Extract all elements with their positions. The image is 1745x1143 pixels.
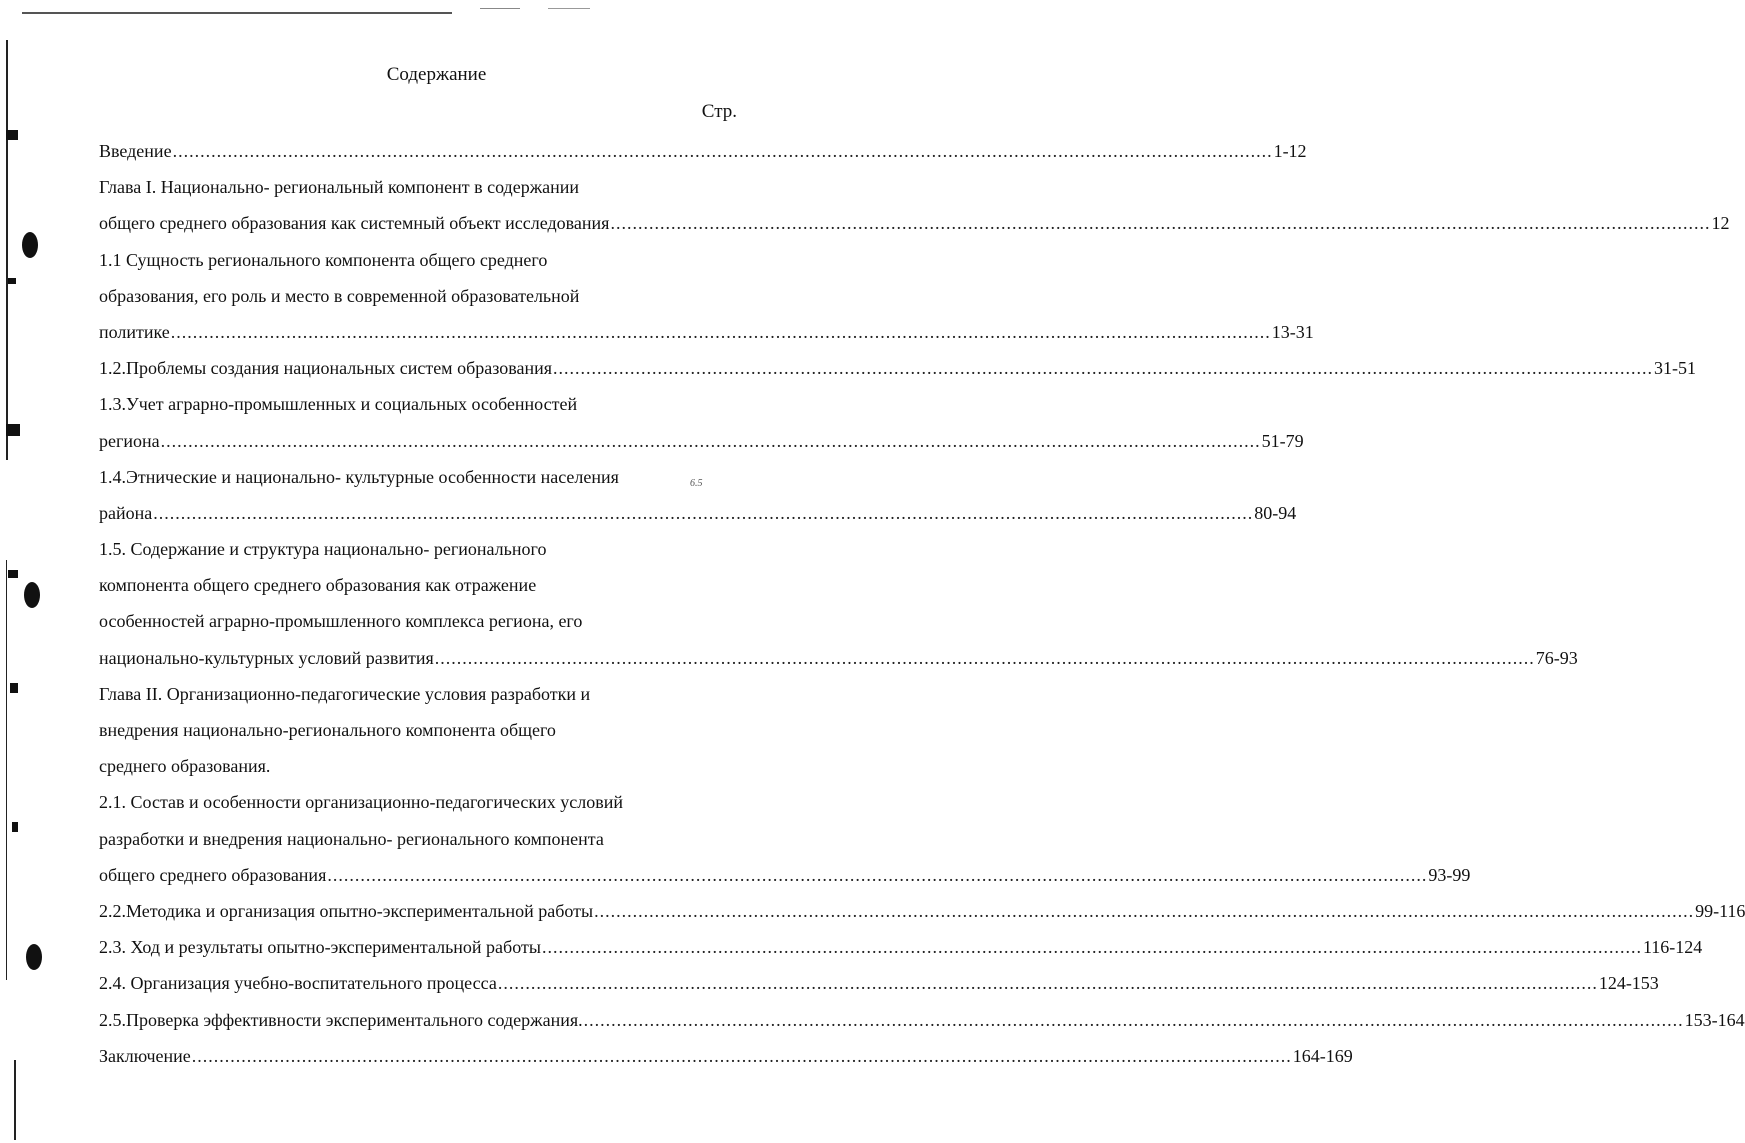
toc-entry-text: особенностей аграрно-промышленного комплекса региона, его bbox=[99, 611, 583, 632]
toc-entry-text: национально-культурных условий развития bbox=[99, 647, 434, 668]
toc-entry bbox=[99, 893, 1745, 929]
toc-leader-dots: ........................................................................................................................................................................................................ bbox=[497, 973, 1598, 994]
toc-entry-page: 80-94 bbox=[1254, 502, 1297, 523]
toc-entry-text: региона bbox=[99, 430, 160, 451]
binder-margin-line bbox=[6, 560, 7, 980]
toc-leader-dots: ........................................................................................................................................................................................................ bbox=[583, 1009, 1684, 1030]
toc-entry-page: 31-51 bbox=[1654, 358, 1697, 379]
toc-entry bbox=[99, 350, 1697, 386]
scan-edge-line bbox=[22, 12, 452, 14]
toc-entry bbox=[99, 712, 735, 748]
toc-entry bbox=[99, 278, 735, 314]
toc-entry bbox=[99, 748, 735, 784]
toc-leader-dots: ........................................................................................................................................................................................................ bbox=[434, 647, 1535, 668]
binder-mark bbox=[6, 130, 18, 140]
page-column-label: Стр. bbox=[701, 101, 737, 122]
toc-entry-page: 153-164 bbox=[1684, 1009, 1745, 1030]
binder-mark bbox=[10, 683, 18, 693]
scan-edge-line bbox=[548, 8, 590, 9]
toc-entry bbox=[99, 1038, 1353, 1074]
binder-mark bbox=[12, 822, 18, 832]
binder-margin-line bbox=[6, 40, 8, 460]
toc-entry bbox=[99, 459, 735, 495]
toc-entry-text: общего среднего образования bbox=[99, 864, 327, 885]
toc-leader-dots: ........................................................................................................................................................................................................ bbox=[170, 321, 1271, 342]
toc-entry bbox=[99, 169, 735, 205]
toc-entry-page: 13-31 bbox=[1271, 321, 1314, 342]
toc-leader-dots: ........................................................................................................................................................................................................ bbox=[153, 502, 1254, 523]
toc-entry bbox=[99, 567, 735, 603]
toc-entry-page: 76-93 bbox=[1535, 647, 1578, 668]
toc-entry-text: общего среднего образования как системный объект исследования bbox=[99, 213, 610, 234]
toc-entry bbox=[99, 784, 735, 820]
toc-entry-text: 2.4. Организация учебно-воспитательного процесса bbox=[99, 973, 497, 994]
toc-leader-dots: ........................................................................................................................................................................................................ bbox=[541, 937, 1642, 958]
binder-hole bbox=[24, 582, 40, 608]
toc-entry-text: компонента общего среднего образования как отражение bbox=[99, 575, 537, 596]
toc-leader-dots: ........................................................................................................................................................................................................ bbox=[172, 141, 1273, 161]
binder-mark bbox=[6, 424, 20, 436]
toc-entry-page: 164-169 bbox=[1292, 1045, 1353, 1066]
toc-entry-text: Заключение bbox=[99, 1045, 191, 1066]
toc-entry-text: Глава II. Организационно-педагогические условия разработки и bbox=[99, 683, 591, 704]
toc-entry-page: 93-99 bbox=[1428, 864, 1471, 885]
toc-entry-text: 2.1. Состав и особенности организационно-педагогических условий bbox=[99, 792, 624, 813]
table-of-contents bbox=[99, 133, 1745, 1074]
toc-entry bbox=[99, 314, 1314, 350]
toc-entry-text: образования, его роль и место в современной образовательной bbox=[99, 285, 580, 306]
toc-entry-text: 1.3.Учет аграрно-промышленных и социальных особенностей bbox=[99, 394, 578, 415]
toc-entry-text: 2.5.Проверка эффективности экспериментального содержания. bbox=[99, 1009, 583, 1030]
toc-entry-text: района bbox=[99, 502, 153, 523]
scan-edge-line bbox=[480, 8, 520, 9]
toc-entry bbox=[99, 929, 1703, 965]
toc-leader-dots: ........................................................................................................................................................................................................ bbox=[594, 900, 1695, 921]
toc-entry bbox=[99, 676, 735, 712]
toc-entry-text: 2.3. Ход и результаты опытно-экспериментальной работы bbox=[99, 937, 541, 958]
toc-entry bbox=[99, 386, 735, 422]
toc-entry-page: 12 bbox=[1711, 213, 1730, 234]
toc-entry-page: 116-124 bbox=[1642, 937, 1703, 958]
toc-entry-text: Глава I. Национально- региональный компонент в содержании bbox=[99, 177, 580, 198]
toc-entry bbox=[99, 821, 735, 857]
toc-entry-text: внедрения национально-регионального компонента общего bbox=[99, 720, 556, 740]
toc-entry-text: Введение bbox=[99, 141, 172, 161]
toc-entry-text: разработки и внедрения национально- регионального компонента bbox=[99, 828, 604, 849]
toc-entry bbox=[99, 242, 735, 278]
toc-entry-page: 1-12 bbox=[1273, 141, 1307, 161]
toc-entry-text: 1.5. Содержание и структура национально- регионального bbox=[99, 539, 547, 560]
toc-entry bbox=[99, 531, 735, 567]
binder-mark bbox=[8, 278, 16, 284]
toc-entry bbox=[99, 603, 735, 639]
toc-entry bbox=[99, 640, 1578, 676]
toc-entry-text: 1.2.Проблемы создания национальных систем образования bbox=[99, 358, 553, 379]
toc-entry bbox=[99, 205, 1730, 241]
toc-entry-text: 2.2.Методика и организация опытно-экспериментальной работы bbox=[99, 900, 594, 921]
toc-entry-page: 124-153 bbox=[1598, 973, 1659, 994]
binder-mark bbox=[8, 570, 18, 578]
toc-entry bbox=[99, 1002, 1745, 1038]
toc-entry-text: политике bbox=[99, 321, 170, 342]
toc-entry bbox=[99, 495, 1297, 531]
binder-hole bbox=[22, 232, 38, 258]
toc-entry-page: 51-79 bbox=[1261, 430, 1304, 451]
toc-entry-page: 99-116 bbox=[1695, 900, 1745, 921]
margin-note: 6.5 bbox=[690, 478, 703, 489]
toc-leader-dots: ........................................................................................................................................................................................................ bbox=[327, 864, 1428, 885]
toc-leader-dots: ........................................................................................................................................................................................................ bbox=[553, 358, 1654, 379]
toc-entry bbox=[99, 423, 1304, 459]
binder-hole bbox=[26, 944, 42, 970]
binder-margin-line bbox=[14, 1060, 16, 1140]
toc-entry-text: 1.1 Сущность регионального компонента общего среднего bbox=[99, 249, 548, 270]
toc-entry-text: среднего образования. bbox=[99, 756, 271, 777]
toc-entry bbox=[99, 857, 1471, 893]
toc-entry bbox=[99, 133, 1307, 169]
toc-entry-text: 1.4.Этнические и национально- культурные особенности населения bbox=[99, 466, 619, 487]
toc-entry bbox=[99, 965, 1659, 1001]
toc-leader-dots: ........................................................................................................................................................................................................ bbox=[610, 213, 1711, 234]
toc-leader-dots: ........................................................................................................................................................................................................ bbox=[160, 430, 1261, 451]
toc-leader-dots: ........................................................................................................................................................................................................ bbox=[191, 1045, 1292, 1066]
page-title: Содержание bbox=[386, 64, 487, 85]
